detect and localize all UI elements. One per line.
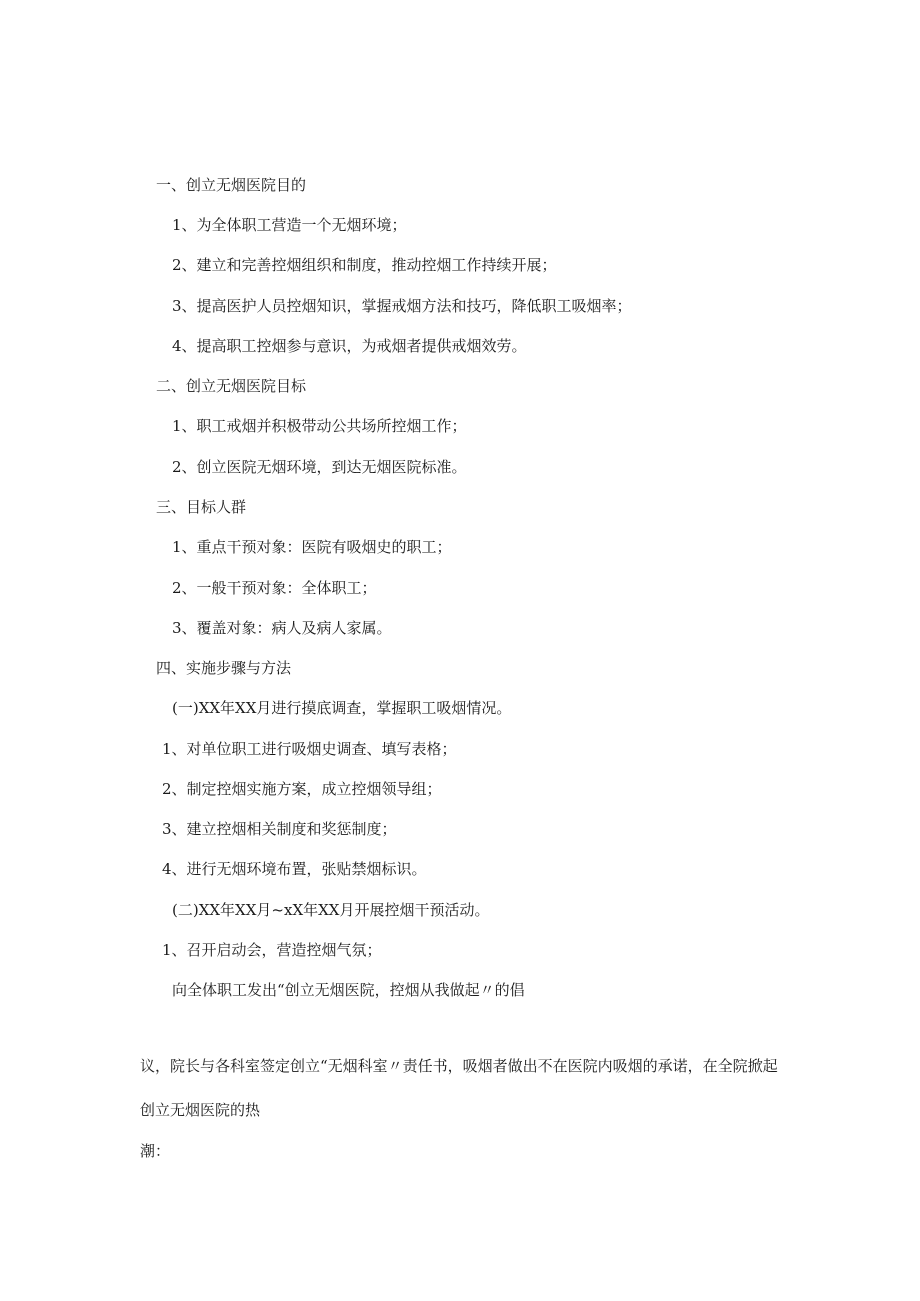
section-1-item-1: 1、为全体职工营造一个无烟环境；	[172, 216, 407, 234]
phase-2-paragraph-line-4: 潮：	[140, 1142, 171, 1160]
phase-2-paragraph-start: 向全体职工发出“创立无烟医院，控烟从我做起〃的倡	[172, 981, 525, 999]
phase-2-title: (二)XX年XX月~xX年XX月开展控烟干预活动。	[172, 901, 490, 919]
phase-1-item-2: 2、制定控烟实施方案，成立控烟领导组；	[162, 780, 442, 798]
phase-2-item-1: 1、召开启动会，营造控烟气氛；	[162, 941, 382, 959]
section-3-heading: 三、目标人群	[156, 498, 247, 516]
section-1-item-2: 2、建立和完善控烟组织和制度，推动控烟工作持续开展；	[172, 256, 557, 274]
phase-1-item-4: 4、进行无烟环境布置，张贴禁烟标识。	[162, 860, 427, 878]
section-4-heading: 四、实施步骤与方法	[156, 659, 292, 677]
phase-1-item-1: 1、对单位职工进行吸烟史调查、填写表格；	[162, 740, 457, 758]
section-3-item-2: 2、一般干预对象：全体职工；	[172, 579, 377, 597]
phase-2-paragraph-line-3: 创立无烟医院的热	[140, 1101, 261, 1119]
section-3-item-3: 3、覆盖对象：病人及病人家属。	[172, 619, 392, 637]
section-2-item-2: 2、创立医院无烟环境，到达无烟医院标准。	[172, 458, 467, 476]
section-2-heading: 二、创立无烟医院目标	[156, 377, 307, 395]
section-3-item-1: 1、重点干预对象：医院有吸烟史的职工；	[172, 538, 452, 556]
section-1-item-3: 3、提高医护人员控烟知识，掌握戒烟方法和技巧，降低职工吸烟率；	[172, 297, 632, 315]
phase-2-paragraph-line-2: 议，院长与各科室签定创立“无烟科室〃责任书，吸烟者做出不在医院内吸烟的承诺，在全院掀起	[140, 1057, 778, 1075]
section-1-heading: 一、创立无烟医院目的	[156, 176, 307, 194]
phase-1-title: (一)XX年XX月进行摸底调查，掌握职工吸烟情况。	[172, 699, 512, 717]
section-1-item-4: 4、提高职工控烟参与意识，为戒烟者提供戒烟效劳。	[172, 337, 527, 355]
section-2-item-1: 1、职工戒烟并积极带动公共场所控烟工作；	[172, 417, 467, 435]
phase-1-item-3: 3、建立控烟相关制度和奖惩制度；	[162, 820, 397, 838]
